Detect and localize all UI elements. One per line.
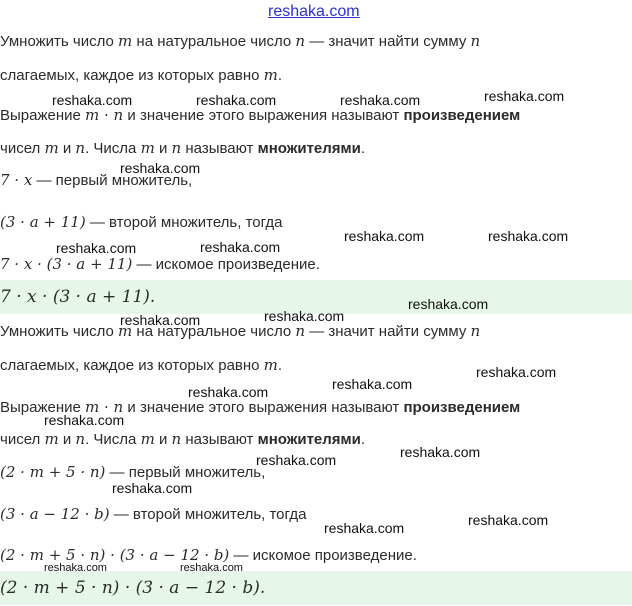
watermark: reshaka.com	[400, 444, 481, 460]
definition-line: слагаемых, каждое из которых равно m.	[0, 66, 283, 84]
watermark: reshaka.com	[344, 228, 425, 244]
watermark: reshaka.com	[468, 512, 549, 528]
definition-line: чисел m и n. Числа m и n называют множителями.	[0, 430, 366, 448]
watermark: reshaka.com	[120, 312, 201, 328]
watermark: reshaka.com	[256, 452, 337, 468]
answer-expression: (2 · m + 5 · n) · (3 · a − 12 · b).	[0, 578, 266, 598]
definition-line: чисел m и n. Числа m и n называют множителями.	[0, 139, 366, 157]
definition-line: Умножить число m на натуральное число n — значит найти сумму n	[0, 322, 481, 340]
watermark: reshaka.com	[476, 364, 557, 380]
product-line: (2 · m + 5 · n) · (3 · a − 12 · b) — искомое произведение.	[0, 546, 417, 564]
watermark: reshaka.com	[44, 562, 107, 574]
second-factor-line: (3 · a − 12 · b) — второй множитель, тогда	[0, 505, 307, 523]
first-factor-line: (2 · m + 5 · n) — первый множитель,	[0, 463, 266, 481]
definition-line: Выражение m · n и значение этого выражения называют произведением	[0, 106, 521, 124]
watermark: reshaka.com	[52, 92, 133, 108]
definition-line: Выражение m · n и значение этого выражения называют произведением	[0, 398, 521, 416]
watermark: reshaka.com	[488, 228, 569, 244]
product-line: 7 · x · (3 · a + 11) — искомое произведение.	[0, 255, 320, 273]
watermark: reshaka.com	[120, 160, 201, 176]
watermark: reshaka.com	[188, 384, 269, 400]
watermark: reshaka.com	[180, 562, 243, 574]
watermark: reshaka.com	[408, 296, 489, 312]
watermark: reshaka.com	[484, 88, 565, 104]
watermark: reshaka.com	[332, 376, 413, 392]
watermark: reshaka.com	[44, 412, 125, 428]
second-factor-line: (3 · a + 11) — второй множитель, тогда	[0, 213, 283, 231]
watermark: reshaka.com	[196, 92, 277, 108]
watermark: reshaka.com	[56, 240, 137, 256]
definition-line: Умножить число m на натуральное число n — значит найти сумму n	[0, 32, 481, 50]
watermark: reshaka.com	[340, 92, 421, 108]
watermark: reshaka.com	[200, 239, 281, 255]
first-factor-line: 7 · x — первый множитель,	[0, 171, 193, 189]
watermark: reshaka.com	[112, 480, 193, 496]
definition-line: слагаемых, каждое из которых равно m.	[0, 356, 283, 374]
answer-expression: 7 · x · (3 · a + 11).	[0, 287, 156, 307]
site-link[interactable]: reshaka.com	[268, 3, 360, 20]
watermark: reshaka.com	[324, 520, 405, 536]
watermark: reshaka.com	[264, 308, 345, 324]
